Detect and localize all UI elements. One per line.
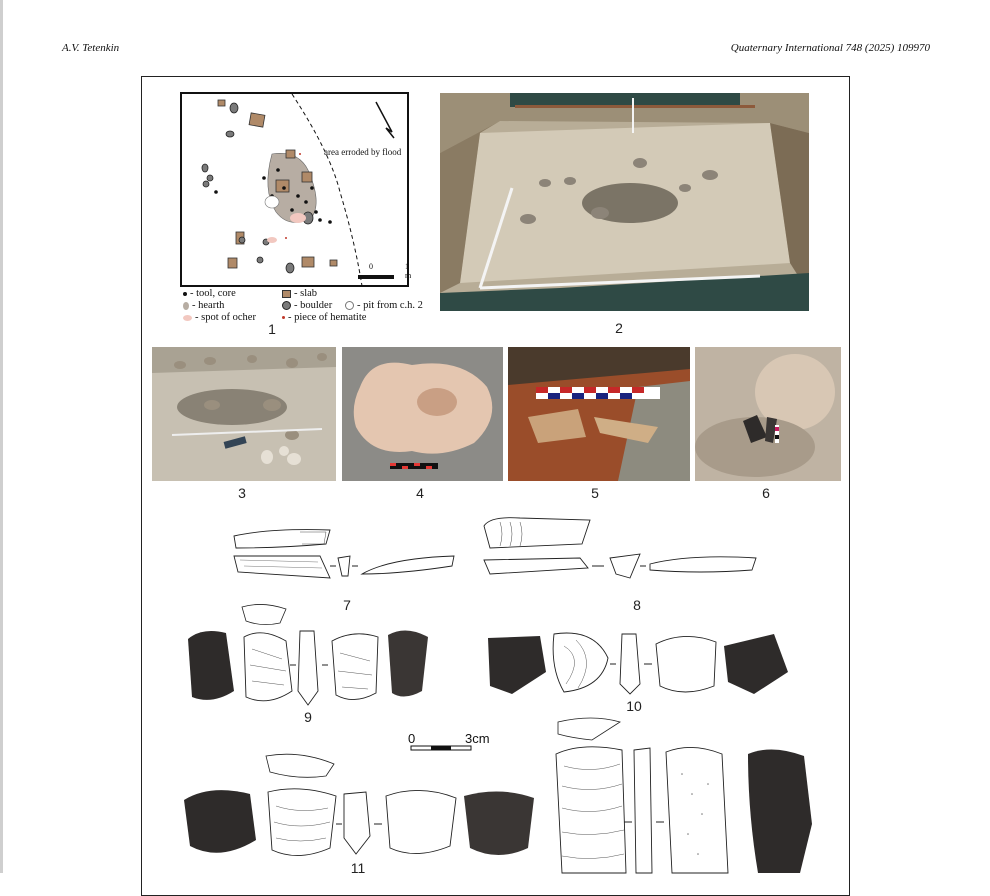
ochre-soil-photo [508,347,690,481]
panel-label-8: 8 [633,597,641,613]
obsidian-insitu-photo [695,347,841,481]
scale-bar-end: 3cm [465,731,490,746]
artifact-large-blade-set [552,714,814,873]
panel-label-4: 4 [416,485,424,501]
legend-tool-core: - tool, core [183,288,236,299]
eroded-area-label: area erroded by flood [324,147,402,157]
artifact-8-drawing [480,514,760,584]
map-scale-end: 1 m [405,262,412,280]
panel-label-5: 5 [591,485,599,501]
excavation-photo [440,93,809,311]
tool-core-icon [183,292,187,296]
pit-icon [345,301,354,310]
legend-hematite: - piece of hematite [282,312,366,323]
ocher-icon [183,315,192,321]
slab-icon [282,290,291,298]
artifact-7-drawing [230,526,460,584]
panel-label-6: 6 [762,485,770,501]
hearth-icon [183,302,189,310]
panel-label-10: 10 [626,698,642,714]
panel-label-9: 9 [304,709,312,725]
legend-slab: - slab [282,288,317,299]
artifact-11-set [180,750,540,860]
hematite-icon [282,316,285,319]
legend-ocher: - spot of ocher [183,312,256,323]
running-header-author: A.V. Tetenkin [62,42,120,54]
site-map [180,92,412,287]
artifact-10-set [484,628,790,696]
boulder-photo [342,347,503,481]
legend-boulder: - boulder [282,300,332,311]
running-header-journal: Quaternary International 748 (2025) 109970 [730,42,930,54]
panel-label-7: 7 [343,597,351,613]
map-scale-zero: 0 [369,262,373,271]
panel-label-1: 1 [268,321,276,337]
page-edge [0,0,3,873]
legend-hearth: - hearth [183,300,224,311]
hearth-photo [152,347,336,481]
panel-label-3: 3 [238,485,246,501]
panel-label-11: 11 [350,860,366,876]
panel-label-2: 2 [615,320,623,336]
scale-bar-zero: 0 [408,731,416,746]
artifact-9-set [182,601,432,707]
legend-pit: - pit from c.h. 2 [345,300,423,311]
boulder-icon [282,301,291,310]
